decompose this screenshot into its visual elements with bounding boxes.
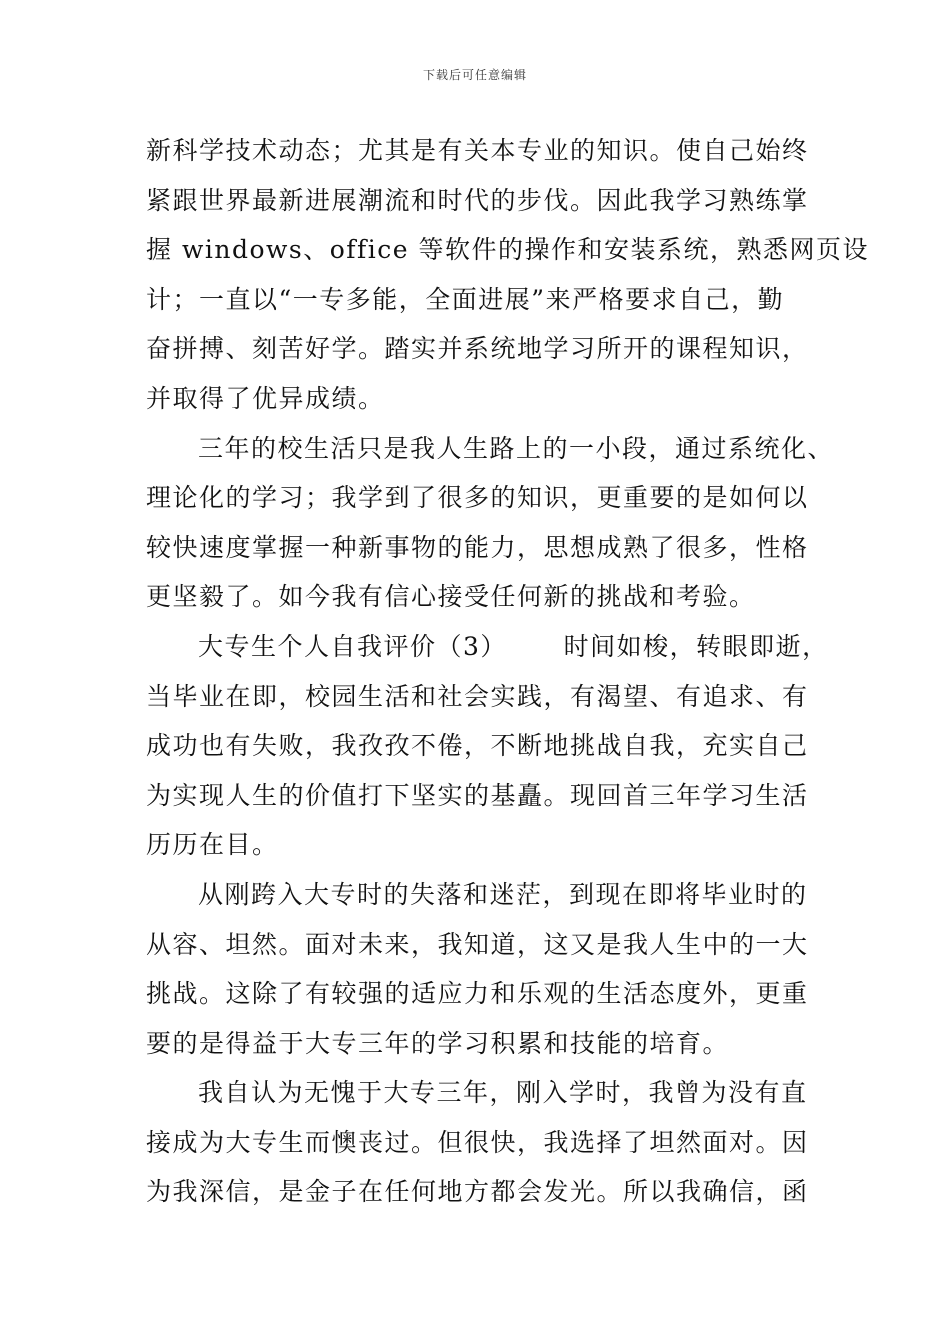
- text-line: 计；一直以“一专多能，全面进展”来严格要求自己，勤: [146, 284, 785, 314]
- text-line: 较快速度掌握一种新事物的能力，思想成熟了很多，性格: [146, 532, 809, 562]
- text-line: 为实现人生的价值打下坚实的基矗。现回首三年学习生活: [146, 780, 809, 810]
- text-line: 大专生个人自我评价（3） 时间如梭，转眼即逝，: [198, 631, 829, 661]
- text-line: 三年的校生活只是我人生路上的一小段，通过系统化、: [198, 433, 835, 463]
- text-line: 当毕业在即，校园生活和社会实践，有渴望、有追求、有: [146, 681, 809, 711]
- body-text: [146, 126, 870, 1217]
- text-line: 奋拼搏、刻苦好学。踏实并系统地学习所开的课程知识，: [146, 334, 809, 364]
- text-line: 从刚跨入大专时的失落和迷茫，到现在即将毕业时的: [198, 879, 808, 909]
- text-line: 我自认为无愧于大专三年，刚入学时，我曾为没有直: [198, 1078, 808, 1108]
- text-line: 历历在目。: [146, 830, 279, 860]
- text-line: 新科学技术动态；尤其是有关本专业的知识。使自己始终: [146, 136, 809, 165]
- page-header: 下载后可任意编辑: [422, 68, 527, 82]
- text-line: 握 windows、office 等软件的操作和安装系统，熟悉网页设: [146, 235, 870, 265]
- text-line: 为我深信，是金子在任何地方都会发光。所以我确信，函: [146, 1177, 809, 1207]
- text-line: 紧跟世界最新进展潮流和时代的步伐。因此我学习熟练掌: [146, 185, 809, 215]
- text-line: 从容、坦然。面对未来，我知道，这又是我人生中的一大: [146, 929, 809, 959]
- text-line: 更坚毅了。如今我有信心接受任何新的挑战和考验。: [146, 582, 756, 612]
- text-line: 成功也有失败，我孜孜不倦，不断地挑战自我，充实自己: [146, 731, 809, 761]
- text-line: 要的是得益于大专三年的学习积累和技能的培育。: [146, 1028, 730, 1058]
- text-line: 接成为大专生而懊丧过。但很快，我选择了坦然面对。因: [146, 1127, 809, 1157]
- text-line: 理论化的学习；我学到了很多的知识，更重要的是如何以: [146, 483, 809, 513]
- text-line: 挑战。这除了有较强的适应力和乐观的生活态度外，更重: [146, 979, 809, 1009]
- text-line: 并取得了优异成绩。: [146, 383, 385, 413]
